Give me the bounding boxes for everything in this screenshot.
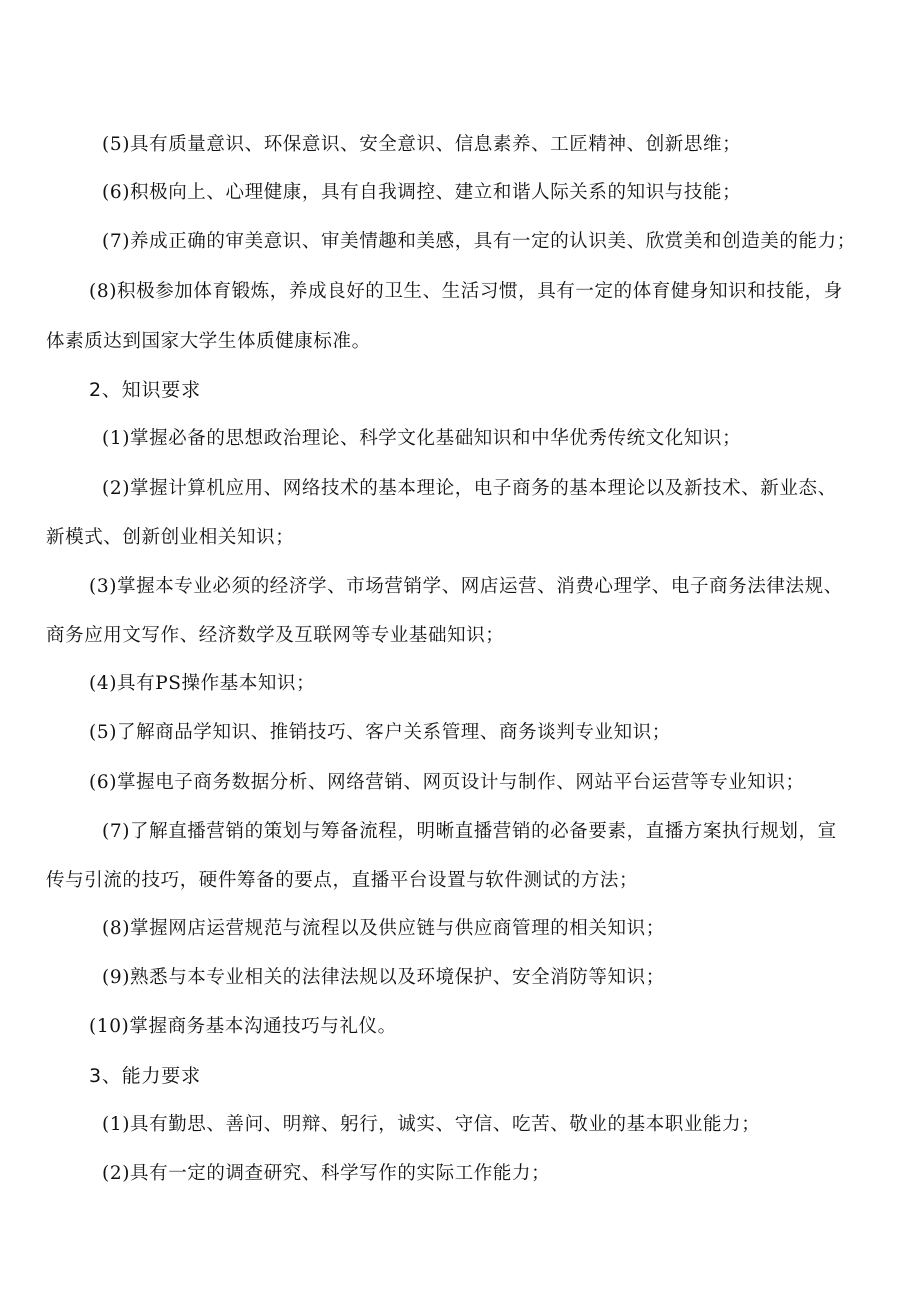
section-heading: 2、知识要求 — [89, 379, 201, 401]
text-line: (10)掌握商务基本沟通技巧与礼仪。 — [89, 1016, 397, 1037]
text-line: (2)具有一定的调查研究、科学写作的实际工作能力； — [102, 1163, 551, 1184]
text-line: 新模式、创新创业相关知识； — [46, 527, 295, 548]
text-line: (6)掌握电子商务数据分析、网络营销、网页设计与制作、网站平台运营等专业知识； — [89, 772, 805, 793]
text-line: 商务应用文写作、经济数学及互联网等专业基础知识； — [46, 625, 505, 646]
text-line: 体素质达到国家大学生体质健康标准。 — [46, 331, 371, 352]
text-line: (5)具有质量意识、环保意识、安全意识、信息素养、工匠精神、创新思维； — [102, 134, 742, 155]
text-line: (3)掌握本专业必须的经济学、市场营销学、网店运营、消费心理学、电子商务法律法规、 — [89, 576, 843, 597]
text-line: (2)掌握计算机应用、网络技术的基本理论，电子商务的基本理论以及新技术、新业态、 — [102, 478, 837, 499]
text-line: (8)掌握网店运营规范与流程以及供应链与供应商管理的相关知识； — [102, 918, 665, 939]
text-line: (5)了解商品学知识、推销技巧、客户关系管理、商务谈判专业知识； — [89, 722, 671, 743]
text-line: (8)积极参加体育锻炼，养成良好的卫生、生活习惯，具有一定的体育健身知识和技能，身 — [89, 281, 843, 302]
section-heading: 3、能力要求 — [89, 1065, 201, 1087]
text-line: 传与引流的技巧，硬件筹备的要点，直播平台设置与软件测试的方法； — [46, 870, 639, 891]
text-line: (7)了解直播营销的策划与筹备流程，明晰直播营销的必备要素，直播方案执行规划，宣 — [102, 821, 837, 842]
text-line: (4)具有PS操作基本知识； — [89, 673, 316, 694]
text-line: (6)积极向上、心理健康，具有自我调控、建立和谐人际关系的知识与技能； — [102, 182, 742, 203]
text-line: (7)养成正确的审美意识、审美情趣和美感，具有一定的认识美、欣赏美和创造美的能力； — [102, 231, 856, 252]
text-line: (1)掌握必备的思想政治理论、科学文化基础知识和中华优秀传统文化知识； — [102, 428, 742, 449]
text-line: (9)熟悉与本专业相关的法律法规以及环境保护、安全消防等知识； — [102, 967, 665, 988]
text-line: (1)具有勤思、善问、明辩、躬行，诚实、守信、吃苦、敬业的基本职业能力； — [102, 1114, 761, 1135]
